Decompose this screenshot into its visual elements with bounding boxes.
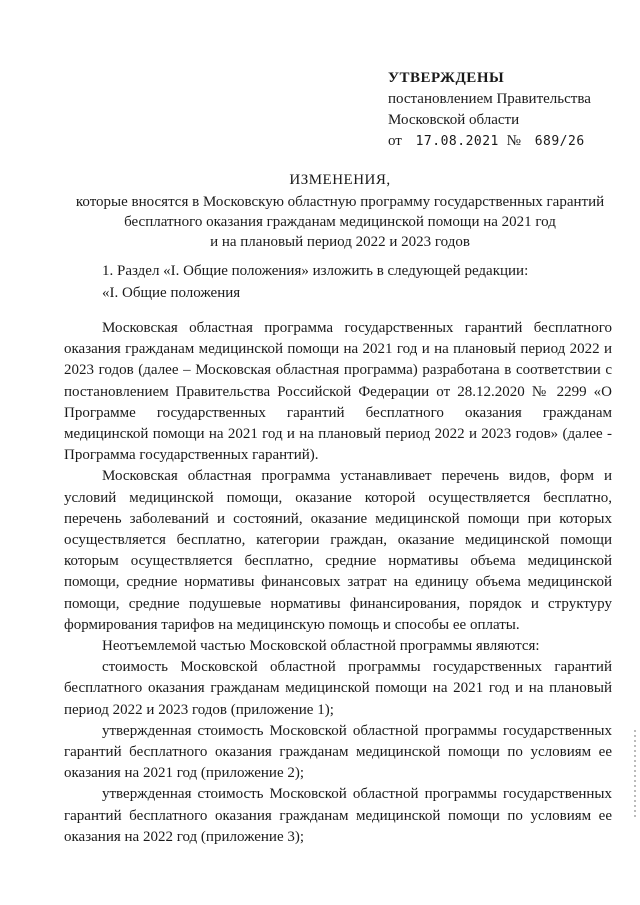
approval-title: УТВЕРЖДЕНЫ: [388, 70, 505, 86]
number-value: 689/26: [534, 134, 585, 149]
header-line-2: бесплатного оказания гражданам медицинской помощи на 2021 год: [124, 214, 556, 230]
paragraph: Московская областная программа государственных гарантий бесплатного оказания гражданам медицинской помощи на 2021 год и на плановый период 2022 и 2023 годов (далее – Московская областная программа) разработана в соответствии с постановлением Правительства Российской Федерации от 28.12.2020 № 2299 «О Программе государственных гарантий бесплатного оказания гражданам медицинской помощи на 2021 год и на плановый период 2022 и 2023 годов» (далее - Программа государственных гарантий).: [64, 320, 612, 464]
paragraph: утвержденная стоимость Московской областной программы государственных гарантий бесплатного оказания гражданам медицинской помощи по условиям ее оказания на 2021 год (приложение 2);: [64, 722, 612, 782]
document-header: [60, 170, 620, 252]
document-title: ИЗМЕНЕНИЯ,: [289, 172, 391, 188]
paragraph: утвержденная стоимость Московской областной программы государственных гарантий бесплатного оказания гражданам медицинской помощи по условиям ее оказания на 2022 год (приложение 3);: [64, 786, 612, 845]
header-line-3: и на плановый период 2022 и 2023 годов: [210, 234, 470, 250]
section-item-2: «I. Общие положения: [102, 285, 241, 301]
date-prefix: от: [388, 133, 402, 149]
paragraph: Московская областная программа устанавливает перечень видов, форм и условий медицинской помощи, оказание которой осуществляется бесплатно, перечень заболеваний и состояний, оказание медицинской помощи при которых осуществляется бесплатно, категории граждан, оказание медицинской помощи которым осуществляется бесплатно, средние нормативы объема медицинской помощи, средние нормативы финансовых затрат на единицу объема медицинской помощи, средние подушевые нормативы финансирования, порядок и структуру формирования тарифов на медицинскую помощь и способы ее оплаты.: [64, 468, 612, 633]
approval-block: [388, 68, 591, 152]
approval-line-1: постановлением Правительства: [388, 91, 591, 107]
paragraph: стоимость Московской областной программы государственных гарантий бесплатного оказания гражданам медицинской помощи на 2021 год и на плановый период 2022 и 2023 годов (приложение 1);: [64, 659, 612, 718]
paragraph: Неотъемлемой частью Московской областной программы являются:: [102, 638, 540, 655]
approval-line-2: Московской области: [388, 112, 520, 128]
body-text: [64, 318, 612, 848]
scan-edge-mark: [634, 730, 636, 820]
header-line-1: которые вносятся в Московскую областную программу государственных гарантий: [75, 194, 605, 210]
section-heading: [102, 260, 528, 304]
approval-date-line: [388, 131, 591, 152]
date-value: 17.08.2021: [415, 134, 499, 149]
section-item-1: 1. Раздел «I. Общие положения» изложить в следующей редакции:: [102, 263, 529, 279]
number-sign: №: [506, 133, 521, 149]
